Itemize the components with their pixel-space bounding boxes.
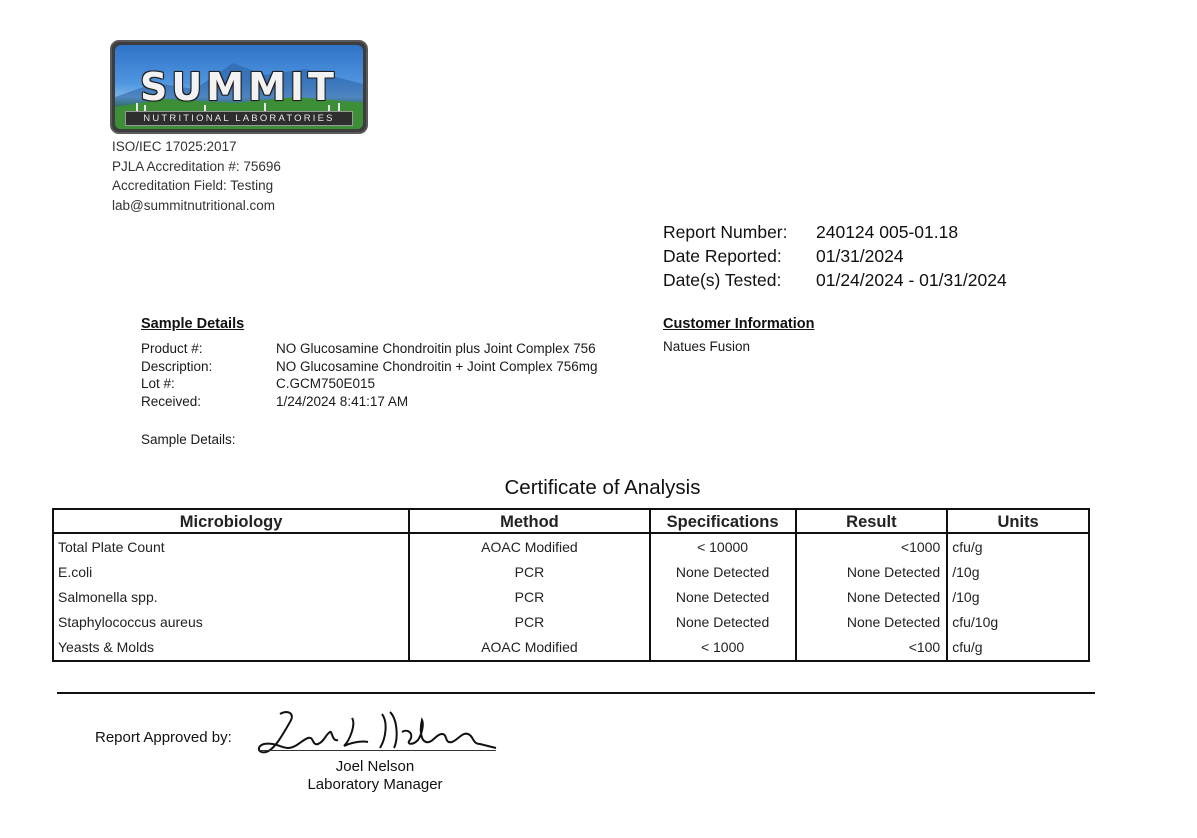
col-header-method: Method (409, 509, 649, 533)
certificate-title: Certificate of Analysis (504, 476, 701, 499)
test-result: None Detected (796, 559, 948, 584)
product-value: NO Glucosamine Chondroitin plus Joint Complex 756 (276, 341, 596, 356)
test-method: PCR (409, 610, 649, 635)
col-header-result: Result (796, 509, 948, 533)
lot-value: C.GCM750E015 (276, 376, 376, 391)
accreditation-number: PJLA Accreditation #: 75696 (112, 158, 281, 174)
table-row (53, 533, 1089, 559)
test-method: AOAC Modified (409, 635, 649, 661)
lab-email: lab@summitnutritional.com (112, 197, 276, 213)
iso-line: ISO/IEC 17025:2017 (112, 139, 237, 154)
sample-values (276, 340, 598, 410)
test-units: /10g (947, 584, 1089, 609)
test-spec: None Detected (650, 584, 796, 609)
received-value: 1/24/2024 8:41:17 AM (276, 393, 409, 409)
table-header-row (53, 509, 1089, 533)
test-name: Staphylococcus aureus (53, 610, 409, 635)
divider-line (57, 692, 1095, 694)
dates-tested-label: Date(s) Tested: (663, 270, 782, 290)
report-labels (663, 220, 788, 292)
test-result: <1000 (796, 533, 948, 559)
test-name: E.coli (53, 559, 409, 584)
table-row (53, 610, 1089, 635)
description-value: NO Glucosamine Chondroitin + Joint Complex 756mg (276, 358, 598, 374)
test-method: AOAC Modified (409, 533, 649, 559)
test-spec: < 1000 (650, 635, 796, 661)
report-number-label: Report Number: (663, 222, 788, 242)
customer-info-heading: Customer Information (663, 316, 815, 332)
sample-details-label: Sample Details: (141, 432, 236, 447)
lab-info (112, 137, 281, 215)
col-header-microbiology: Microbiology (53, 509, 409, 533)
test-units: cfu/g (947, 635, 1089, 661)
signer-title: Laboratory Manager (307, 776, 443, 793)
test-method: PCR (409, 559, 649, 584)
report-number: 240124 005-01.18 (816, 222, 959, 242)
col-header-units: Units (947, 509, 1089, 533)
test-units: /10g (947, 559, 1089, 584)
customer-name: Natues Fusion (663, 339, 751, 354)
date-reported-label: Date Reported: (663, 246, 782, 266)
test-spec: None Detected (650, 610, 796, 635)
table-row (53, 559, 1089, 584)
signer-name: Joel Nelson (335, 758, 415, 775)
logo-title: SUMMIT (140, 65, 338, 109)
logo-subtitle: NUTRITIONAL LABORATORIES (125, 111, 353, 126)
sample-details-heading: Sample Details (141, 316, 245, 332)
dates-tested: 01/24/2024 - 01/31/2024 (816, 270, 1007, 290)
signer-block (300, 758, 450, 794)
test-units: cfu/10g (947, 610, 1089, 635)
table-row (53, 635, 1089, 661)
date-reported: 01/31/2024 (816, 246, 904, 266)
test-name: Yeasts & Molds (53, 635, 409, 661)
test-result: None Detected (796, 610, 948, 635)
test-spec: < 10000 (650, 533, 796, 559)
accreditation-field: Accreditation Field: Testing (112, 178, 274, 193)
results-table (52, 508, 1090, 662)
col-header-specifications: Specifications (650, 509, 796, 533)
test-name: Total Plate Count (53, 533, 409, 559)
table-row (53, 584, 1089, 609)
test-method: PCR (409, 584, 649, 609)
test-units: cfu/g (947, 533, 1089, 559)
summit-logo (110, 40, 368, 134)
signature-line (258, 750, 496, 751)
test-name: Salmonella spp. (53, 584, 409, 609)
test-spec: None Detected (650, 559, 796, 584)
received-label: Received: (141, 393, 202, 409)
signature-image (252, 704, 502, 764)
test-result: <100 (796, 635, 948, 661)
description-label: Description: (141, 358, 213, 374)
approved-by-label: Report Approved by: (95, 729, 232, 746)
test-result: None Detected (796, 584, 948, 609)
product-label: Product #: (141, 341, 203, 356)
report-values (816, 220, 1007, 292)
sample-labels (141, 340, 212, 410)
lot-label: Lot #: (141, 376, 175, 391)
